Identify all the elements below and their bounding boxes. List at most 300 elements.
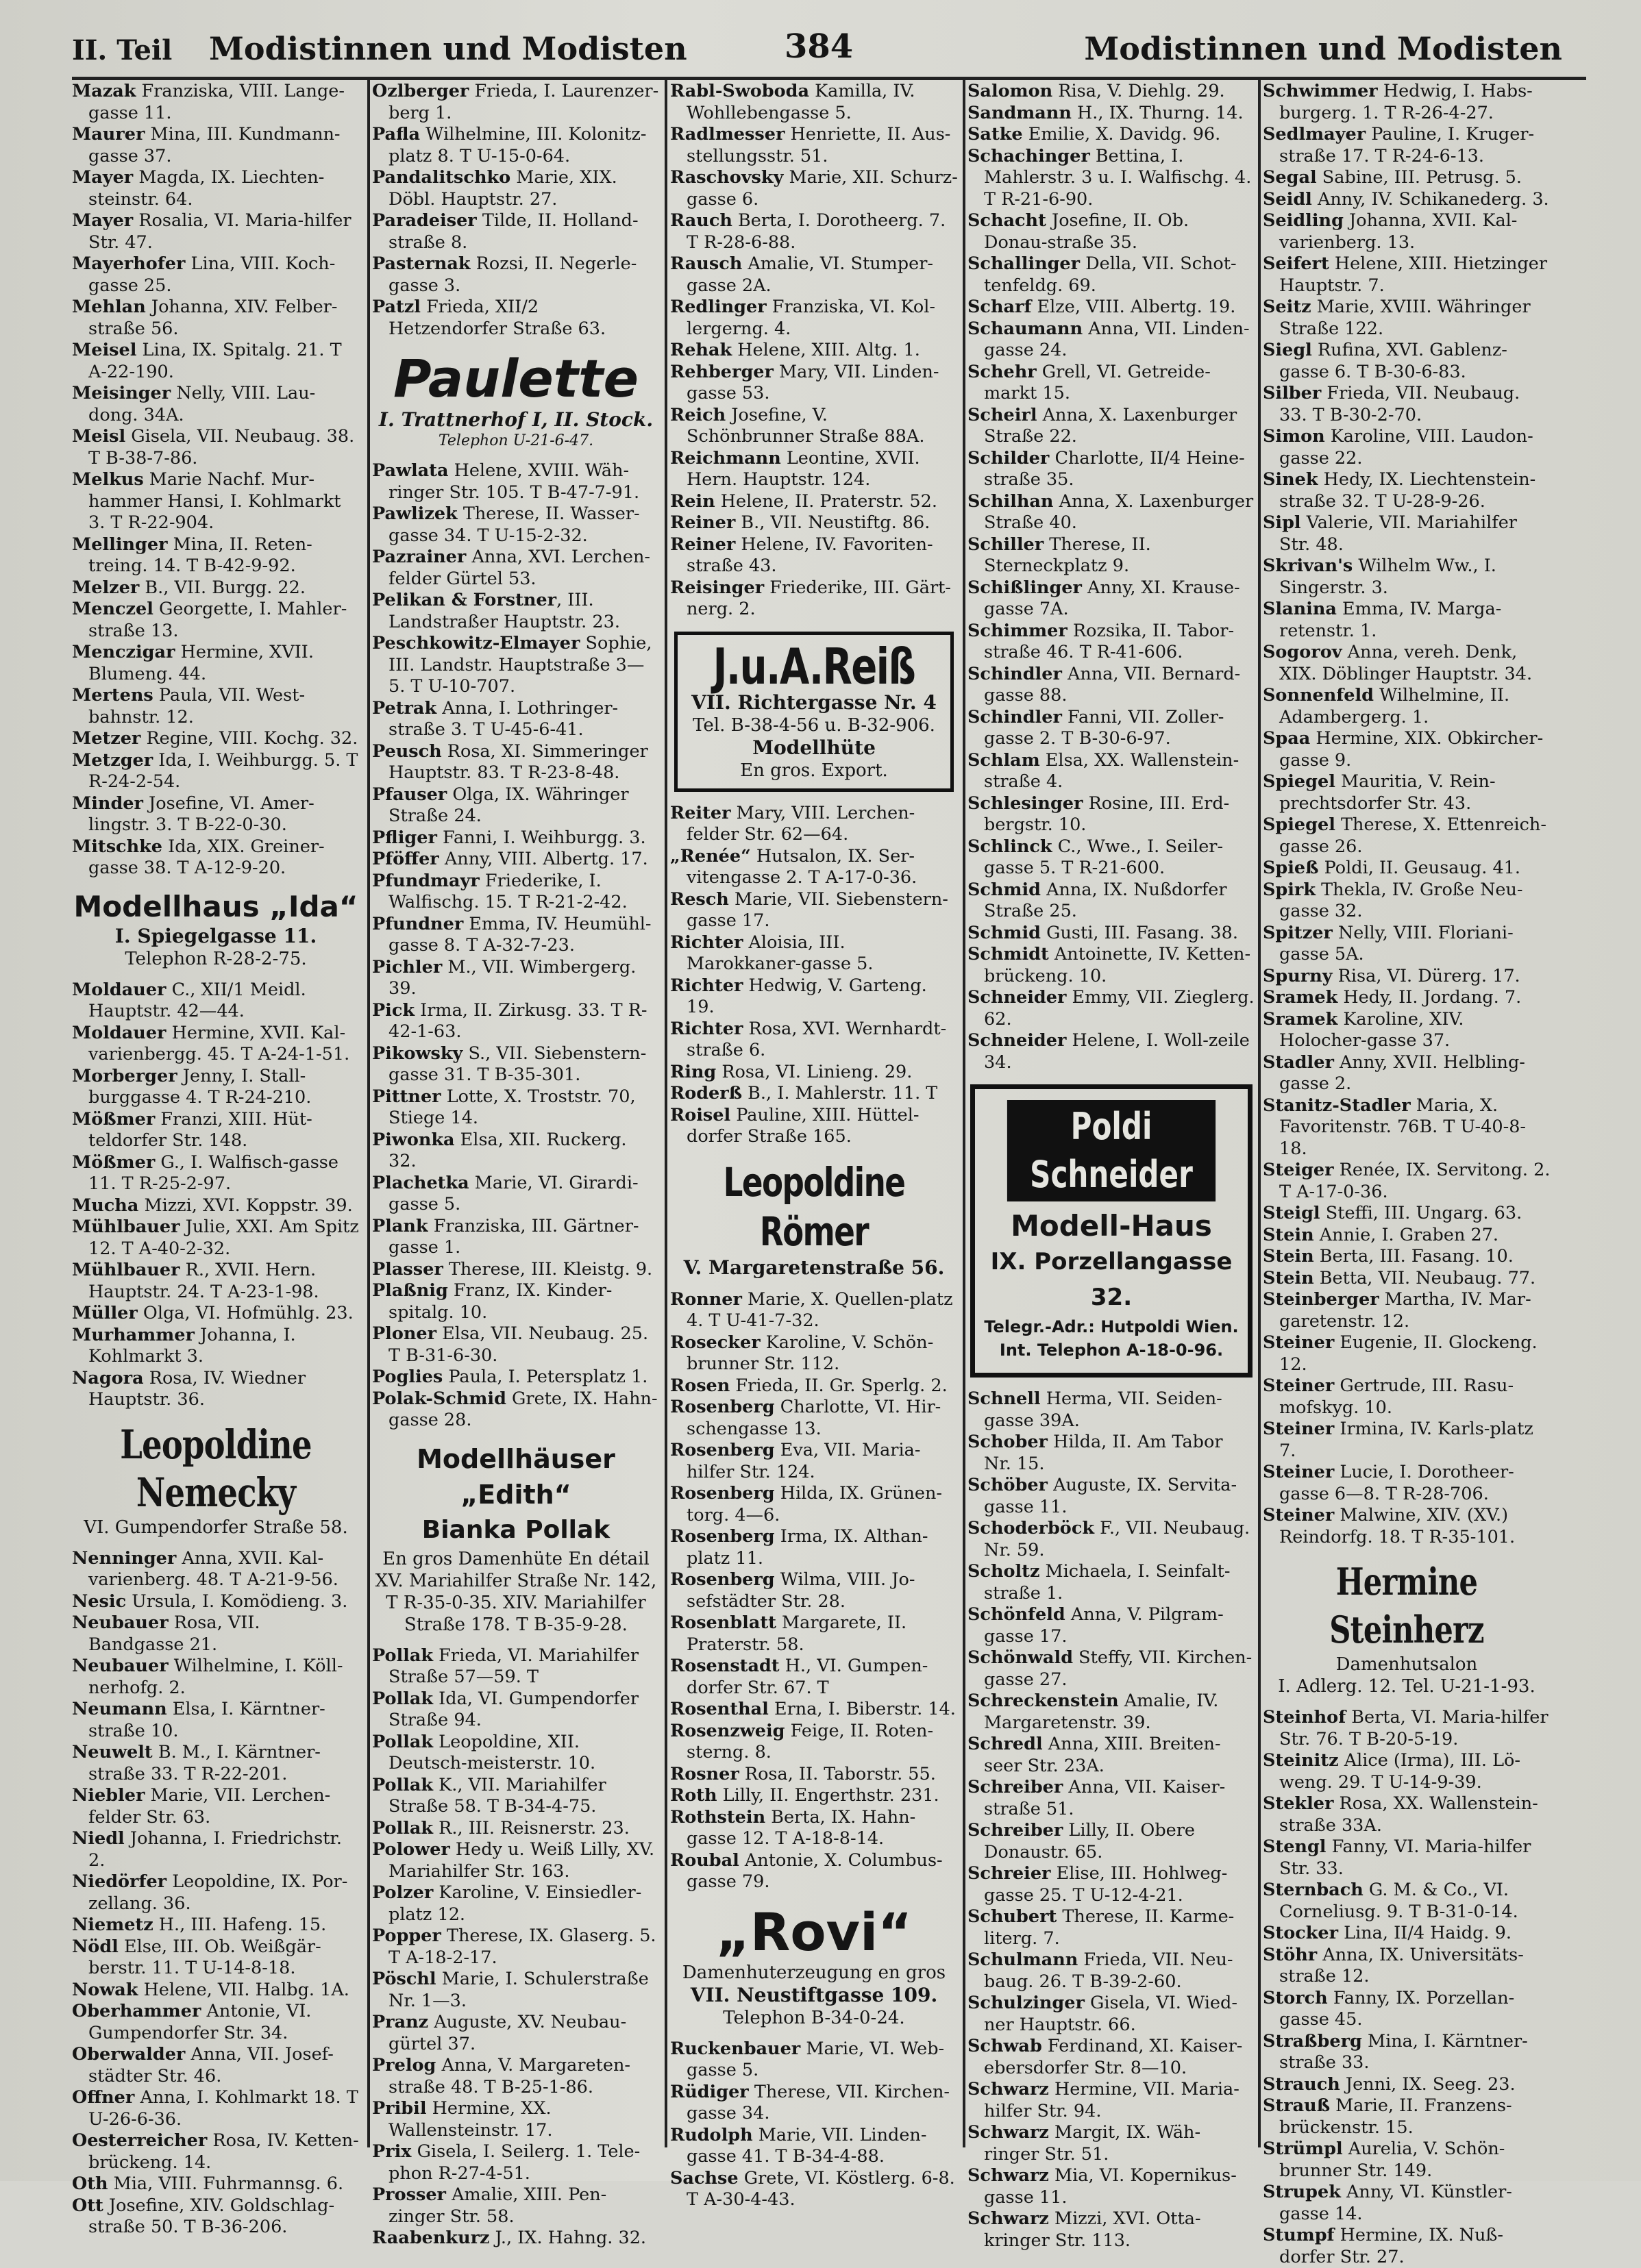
entry-name: Rosenberg bbox=[670, 1483, 775, 1504]
directory-entry bbox=[670, 1332, 958, 1375]
entry-name: Pittner bbox=[372, 1086, 441, 1107]
directory-entry bbox=[967, 836, 1255, 880]
directory-entry bbox=[72, 1656, 360, 1699]
entry-details: Antoinette, IV. Ketten-brückeng. 10. bbox=[984, 944, 1251, 986]
entry-name: Spiegel bbox=[1263, 814, 1335, 835]
entry-details: Berta, I. Dorotheerg. 7. T R-28-6-88. bbox=[687, 210, 946, 253]
entry-details: Johanna, XIV. Felber-straße 56. bbox=[88, 297, 338, 339]
entry-details: Irmina, IV. Karls-platz 7. bbox=[1279, 1419, 1533, 1461]
directory-entry bbox=[670, 889, 958, 932]
entry-details: Mary, VIII. Lerchen-felder Str. 62—64. bbox=[687, 802, 915, 845]
entry-name: Schlesinger bbox=[967, 793, 1083, 814]
entry-details: Emilie, X. Davidg. 96. bbox=[1022, 124, 1221, 145]
directory-entry bbox=[372, 2184, 660, 2228]
directory-entry bbox=[967, 1906, 1255, 1949]
column-4 bbox=[967, 81, 1255, 2252]
directory-entry bbox=[72, 426, 360, 469]
entry-details: Elsa, XII. Ruckerg. 32. bbox=[388, 1129, 627, 1171]
entry-name: Spieß bbox=[1263, 858, 1319, 878]
directory-entry bbox=[967, 750, 1255, 793]
entry-details: Anna, X. Laxenburger Straße 40. bbox=[984, 490, 1254, 533]
entry-details: Hilda, II. Am Tabor Nr. 15. bbox=[984, 1432, 1223, 1474]
entry-name: Schwarz bbox=[967, 2165, 1049, 2186]
entry-name: Moldauer bbox=[72, 979, 166, 1000]
ad-address: V. Margaretenstraße 56. bbox=[683, 1256, 945, 1279]
directory-entry bbox=[72, 1828, 360, 1871]
directory-entry bbox=[967, 1604, 1255, 1647]
entry-name: Steinberger bbox=[1263, 1289, 1379, 1310]
directory-entry bbox=[670, 1785, 958, 1807]
directory-entry bbox=[670, 124, 958, 167]
entry-details: Nelly, VIII. Floriani-gasse 5A. bbox=[1279, 922, 1514, 964]
directory-entry bbox=[372, 1882, 660, 1926]
entry-details: Maria, X. Favoritenstr. 76B. T U-40-8-18. bbox=[1279, 1095, 1527, 1159]
entry-name: Neumann bbox=[72, 1699, 167, 1719]
entry-name: Raschovsky bbox=[670, 167, 784, 188]
entry-details: Hermine, XX. Wallensteinstr. 17. bbox=[388, 2098, 553, 2141]
ad-address: VI. Gumpendorfer Straße 58. bbox=[84, 1517, 348, 1538]
directory-entry bbox=[372, 957, 660, 1000]
directory-entry bbox=[72, 1217, 360, 1260]
entry-name: Steiner bbox=[1263, 1332, 1335, 1353]
directory-entry bbox=[372, 460, 660, 503]
directory-entry bbox=[967, 1647, 1255, 1691]
entry-name: Pazrainer bbox=[372, 547, 467, 567]
entry-details: Anna, VII. Josef-städter Str. 46. bbox=[88, 2044, 334, 2086]
entry-name: Slanina bbox=[1263, 599, 1337, 619]
entry-name: Stadler bbox=[1263, 1051, 1334, 1073]
ad-paulette bbox=[372, 349, 660, 451]
entry-details: Anna, XVI. Lerchen-felder Gürtel 53. bbox=[388, 547, 651, 589]
directory-entry bbox=[670, 534, 958, 577]
entry-name: Stein bbox=[1263, 1224, 1314, 1245]
entry-details: Steffy, VII. Kirchen-gasse 27. bbox=[984, 1647, 1253, 1690]
entry-details: Marie, X. Quellen-platz 4. T U-41-7-32. bbox=[687, 1288, 953, 1331]
directory-entry bbox=[1263, 2074, 1551, 2096]
directory-entry bbox=[372, 698, 660, 741]
entry-name: Schwarz bbox=[967, 2208, 1049, 2229]
entry-name: Nowak bbox=[72, 1979, 138, 2000]
directory-entry bbox=[372, 167, 660, 210]
directory-entry bbox=[1263, 599, 1551, 642]
entry-details: S., VII. Siebenstern-gasse 31. T B-35-301. bbox=[388, 1043, 647, 1085]
entry-name: Seidling bbox=[1263, 210, 1344, 231]
directory-entry bbox=[72, 1591, 360, 1613]
entry-name: Mayer bbox=[72, 210, 134, 231]
entry-name: Moldauer bbox=[72, 1022, 166, 1043]
entry-name: Pasternak bbox=[372, 253, 471, 274]
entry-name: Paradeiser bbox=[372, 210, 477, 231]
entry-details: Amalie, XIII. Pen-zinger Str. 58. bbox=[388, 2184, 607, 2227]
entry-details: R., XVII. Hern. Hauptstr. 24. T A-23-1-98. bbox=[88, 1260, 319, 1302]
entry-details: Rozsika, II. Tabor-straße 46. T R-41-606. bbox=[984, 620, 1235, 662]
entry-details: Paula, I. Petersplatz 1. bbox=[443, 1367, 648, 1387]
entry-name: Nödl bbox=[72, 1936, 119, 1957]
entry-details: Lucie, I. Dorotheer-gasse 6—8. T R-28-706. bbox=[1279, 1462, 1514, 1504]
entry-name: Schulzinger bbox=[967, 1993, 1085, 2013]
entry-name: Schönfeld bbox=[967, 1604, 1065, 1625]
entry-details: Gertrude, III. Rasu-mofskyg. 10. bbox=[1279, 1375, 1514, 1418]
entry-name: Siegl bbox=[1263, 340, 1312, 360]
entry-details: Erna, I. Biberstr. 14. bbox=[768, 1699, 956, 1719]
entry-details: Rosa, XI. Simmeringer Hauptstr. 83. T R-23-8-48. bbox=[388, 740, 648, 783]
entry-details: Helene, XIII. Altg. 1. bbox=[732, 340, 920, 360]
entry-details: Hermine, XVII. Kal-varienbergg. 45. T A-24-1-51. bbox=[88, 1022, 350, 1064]
entry-name: Schiller bbox=[967, 534, 1044, 555]
entry-details: Marie, VI. Girardi-gasse 5. bbox=[388, 1172, 639, 1214]
header-rule bbox=[72, 77, 1586, 80]
directory-entry bbox=[967, 1734, 1255, 1777]
directory-entry bbox=[372, 1688, 660, 1732]
directory-entry bbox=[1263, 1375, 1551, 1419]
entry-details: Rosa, VI. Linieng. 29. bbox=[716, 1061, 913, 1082]
entry-details: Emma, IV. Heumühl-gasse 8. T A-32-7-23. bbox=[388, 913, 652, 956]
entry-details: Hedy u. Weiß Lilly, XV. Mariahilfer Str. 163. bbox=[388, 1839, 655, 1882]
entry-name: Scholtz bbox=[967, 1561, 1040, 1582]
entry-name: Steiner bbox=[1263, 1419, 1335, 1439]
directory-entry bbox=[72, 81, 360, 124]
directory-entry bbox=[72, 124, 360, 167]
directory-entry bbox=[1263, 167, 1551, 189]
directory-entry bbox=[670, 340, 958, 362]
entry-details: Frieda, II. Gr. Sperlg. 2. bbox=[730, 1375, 948, 1396]
directory-entry bbox=[372, 849, 660, 871]
entry-details: Gisela, VI. Wied-ner Hauptstr. 66. bbox=[984, 1993, 1237, 2035]
directory-entry bbox=[670, 297, 958, 340]
entry-details: Margit, IX. Wäh-ringer Str. 51. bbox=[984, 2122, 1201, 2165]
ad-owner: Bianka Pollak bbox=[421, 1515, 610, 1544]
entry-name: Schilder bbox=[967, 447, 1050, 469]
directory-entry bbox=[1263, 1225, 1551, 1247]
entry-details: B., VII. Burgg. 22. bbox=[139, 577, 306, 598]
entry-name: Schreier bbox=[967, 1863, 1051, 1884]
entry-details: Lina, VIII. Koch-gasse 25. bbox=[88, 253, 336, 296]
directory-entry bbox=[670, 1397, 958, 1440]
entry-name: Rosenberg bbox=[670, 1440, 775, 1460]
entry-name: Schißlinger bbox=[967, 577, 1082, 598]
entry-name: Prosser bbox=[372, 2184, 446, 2205]
entry-details: Wilma, VIII. Jo-sefstädter Str. 28. bbox=[687, 1569, 915, 1612]
entry-list bbox=[1263, 81, 1551, 1548]
directory-entry bbox=[967, 2079, 1255, 2122]
entry-details: Paula, VII. West-bahnstr. 12. bbox=[88, 685, 306, 727]
entry-details: Mia, VIII. Fuhrmannsg. 6. bbox=[108, 2173, 344, 2194]
directory-entry bbox=[967, 944, 1255, 987]
column-divider bbox=[367, 79, 370, 2147]
entry-name: Pöschl bbox=[372, 1969, 436, 1989]
entry-name: Plaßnig bbox=[372, 1280, 448, 1301]
directory-entry bbox=[72, 2087, 360, 2130]
entry-name: Metzger bbox=[72, 749, 153, 771]
entry-name: Spurny bbox=[1263, 965, 1333, 986]
entry-name: Pollak bbox=[372, 1731, 434, 1752]
entry-details: Charlotte, II/4 Heine-straße 35. bbox=[984, 447, 1245, 490]
entry-details: Emma, IV. Marga-retenstr. 1. bbox=[1279, 599, 1502, 641]
directory-entry bbox=[1263, 923, 1551, 966]
directory-entry bbox=[1263, 1750, 1551, 1793]
directory-entry bbox=[670, 2082, 958, 2125]
entry-name: Rosenberg bbox=[670, 1569, 775, 1590]
entry-name: Rabl-Swoboda bbox=[670, 81, 809, 101]
directory-entry bbox=[372, 914, 660, 957]
ad-telegram: Telegr.-Adr.: Hutpoldi Wien. bbox=[984, 1317, 1239, 1336]
directory-entry bbox=[72, 685, 360, 728]
entry-details: Therese, III. Kleistg. 9. bbox=[443, 1258, 653, 1280]
entry-details: Anny, VIII. Albertg. 17. bbox=[439, 849, 648, 869]
entry-details: Ida, XIX. Greiner-gasse 38. T A-12-9-20. bbox=[88, 836, 325, 878]
entry-name: Ruckenbauer bbox=[670, 2038, 801, 2059]
entry-name: Spiegel bbox=[1263, 771, 1335, 792]
directory-entry bbox=[967, 1863, 1255, 1906]
entry-details: Mina, III. Kundmann-gasse 37. bbox=[88, 124, 341, 166]
directory-entry bbox=[1263, 556, 1551, 599]
directory-entry bbox=[372, 503, 660, 547]
entry-name: Pribil bbox=[372, 2098, 427, 2119]
directory-entry bbox=[372, 1732, 660, 1775]
entry-name: Mößmer bbox=[72, 1151, 156, 1173]
entry-name: Pichler bbox=[372, 956, 443, 977]
entry-name: Prelog bbox=[372, 2055, 436, 2076]
entry-name: Ozlberger bbox=[372, 81, 469, 101]
entry-name: Strümpl bbox=[1263, 2139, 1343, 2159]
entry-details: Frieda, I. Laurenzer-berg 1. bbox=[388, 81, 659, 123]
directory-entry bbox=[72, 577, 360, 599]
ad-leopoldine-roemer bbox=[670, 1158, 958, 1280]
ad-line: XV. Mariahilfer Straße Nr. 142, T R-35-0-35. XIV. Mariahilfer Straße 178. T B-35-9-28. bbox=[375, 1570, 657, 1635]
entry-details: Fanni, VII. Zoller-gasse 2. T B-30-6-97. bbox=[984, 706, 1224, 749]
entry-details: Marie, VII. Siebenstern-gasse 17. bbox=[687, 888, 948, 931]
entry-name: Steiner bbox=[1263, 1505, 1335, 1525]
directory-entry bbox=[1263, 728, 1551, 771]
entry-name: Schachinger bbox=[967, 145, 1090, 166]
entry-name: Mühlbauer bbox=[72, 1260, 180, 1280]
directory-entry bbox=[72, 836, 360, 880]
entry-name: Rausch bbox=[670, 253, 743, 274]
entry-details: Berta, IX. Hahn-gasse 12. T A-18-8-14. bbox=[687, 1806, 916, 1849]
entry-details: Feige, II. Roten-sterng. 8. bbox=[687, 1720, 934, 1762]
entry-name: Niebler bbox=[72, 1785, 145, 1806]
entry-details: Franziska, III. Gärtner-gasse 1. bbox=[388, 1215, 639, 1258]
column-divider bbox=[665, 79, 667, 2147]
directory-entry bbox=[372, 1130, 660, 1173]
directory-entry bbox=[1263, 253, 1551, 297]
directory-entry bbox=[72, 750, 360, 793]
directory-entry bbox=[670, 1569, 958, 1612]
entry-details: Anna, VII. Linden-gasse 24. bbox=[984, 318, 1250, 360]
entry-details: Georgette, I. Mahler-straße 13. bbox=[88, 599, 347, 641]
directory-entry bbox=[967, 987, 1255, 1030]
entry-name: Mößmer bbox=[72, 1108, 156, 1130]
directory-entry bbox=[967, 1432, 1255, 1475]
directory-entry bbox=[372, 741, 660, 784]
entry-details: Berta, VI. Maria-hilfer Str. 76. T B-20-5-19. bbox=[1279, 1707, 1549, 1749]
entry-details: Anny, XVII. Helbling-gasse 2. bbox=[1279, 1051, 1525, 1094]
entry-details: Hilda, IX. Grünen-torg. 4—6. bbox=[687, 1483, 943, 1525]
directory-entry bbox=[72, 210, 360, 253]
entry-details: Helene, XVIII. Wäh-ringer Str. 105. T B-47-7-91. bbox=[388, 460, 640, 503]
running-header bbox=[72, 27, 1562, 75]
entry-details: Sabine, III. Petrusg. 5. bbox=[1316, 167, 1522, 188]
entry-details: Pauline, I. Kruger-straße 17. T R-24-6-13. bbox=[1279, 124, 1535, 166]
directory-entry bbox=[1263, 124, 1551, 167]
directory-entry bbox=[372, 1818, 660, 1840]
directory-entry bbox=[967, 103, 1255, 125]
entry-name: Schehr bbox=[967, 361, 1037, 382]
left-section-title: Modistinnen und Modisten bbox=[209, 30, 687, 67]
entry-name: Reiter bbox=[670, 802, 731, 823]
entry-details: Anna, vereh. Denk, XIX. Döblinger Hauptstr. 34. bbox=[1279, 642, 1533, 684]
entry-details: Julie, XXI. Am Spitz 12. T A-40-2-32. bbox=[88, 1217, 359, 1259]
entry-name: Rosenthal bbox=[670, 1699, 769, 1719]
entry-details: Anna, I. Lothringer-straße 3. T U-45-6-41. bbox=[388, 697, 619, 740]
directory-entry bbox=[670, 1699, 958, 1721]
entry-name: Schreiber bbox=[967, 1820, 1063, 1841]
directory-entry bbox=[1263, 987, 1551, 1009]
entry-name: Spaa bbox=[1263, 728, 1311, 749]
entry-name: Schlinck bbox=[967, 836, 1052, 857]
entry-details: Fanny, IX. Porzellan-gasse 45. bbox=[1279, 1987, 1515, 2030]
directory-entry bbox=[670, 1612, 958, 1656]
entry-details: K., VII. Mariahilfer Straße 58. T B-34-4-75. bbox=[388, 1774, 606, 1817]
entry-name: Ring bbox=[670, 1061, 717, 1082]
entry-name: Stanitz-Stadler bbox=[1263, 1095, 1411, 1116]
entry-name: Pick bbox=[372, 999, 415, 1021]
entry-name: Schwab bbox=[967, 2036, 1042, 2056]
entry-name: Richter bbox=[670, 1018, 743, 1039]
entry-list bbox=[670, 803, 958, 1148]
directory-entry bbox=[372, 1926, 660, 1969]
entry-details: Helene, I. Woll-zeile 34. bbox=[984, 1030, 1250, 1073]
ad-title: „Rovi“ bbox=[715, 1901, 913, 1962]
entry-name: Pfundmayr bbox=[372, 870, 480, 891]
directory-entry bbox=[967, 923, 1255, 945]
directory-entry bbox=[967, 1949, 1255, 1993]
entry-details: Eugenie, II. Glockeng. 12. bbox=[1279, 1332, 1538, 1375]
entry-name: Steiger bbox=[1263, 1160, 1334, 1180]
entry-details: C., Wwe., I. Seiler-gasse 5. T R-21-600. bbox=[984, 836, 1224, 878]
entry-name: Oesterreicher bbox=[72, 2130, 208, 2151]
entry-details: Marie, XII. Schurz-gasse 6. bbox=[687, 167, 958, 210]
entry-details: Bettina, I. Mahlerstr. 3 u. I. Walfischg. 4. T R-21-6-90. bbox=[984, 145, 1252, 210]
entry-details: Gusti, III. Fasang. 38. bbox=[1040, 922, 1238, 943]
entry-name: Rein bbox=[670, 490, 715, 512]
ad-leopoldine-nemecky bbox=[72, 1421, 360, 1538]
ad-title: Poldi Schneider bbox=[1007, 1100, 1216, 1201]
entry-name: Menczel bbox=[72, 599, 153, 619]
entry-name: Stein bbox=[1263, 1267, 1314, 1288]
entry-list bbox=[967, 81, 1255, 1073]
directory-entry bbox=[72, 728, 360, 750]
directory-entry bbox=[670, 210, 958, 253]
entry-name: Meisinger bbox=[72, 383, 171, 403]
entry-name: Maurer bbox=[72, 124, 145, 145]
column-1 bbox=[72, 81, 360, 2239]
entry-details: Friederike, I. Walfischg. 15. T R-21-2-42. bbox=[388, 870, 628, 912]
entry-name: Rosenzweig bbox=[670, 1720, 785, 1741]
entry-name: Mucha bbox=[72, 1195, 139, 1216]
directory-entry bbox=[967, 1030, 1255, 1073]
entry-details: Hedwig, I. Habs-burgerg. 1. T R-26-4-27. bbox=[1279, 81, 1533, 123]
entry-details: Michaela, I. Seinfalt-straße 1. bbox=[984, 1561, 1231, 1604]
entry-name: Schönwald bbox=[967, 1647, 1074, 1668]
entry-details: Hedy, IX. Liechtenstein-straße 32. T U-28-9-26. bbox=[1279, 469, 1536, 512]
directory-entry bbox=[372, 784, 660, 827]
entry-details: Leopoldine, IX. Por-zellang. 36. bbox=[88, 1871, 348, 1914]
directory-entry bbox=[670, 1019, 958, 1062]
entry-details: Anna, IX. Universitäts-straße 12. bbox=[1279, 1944, 1524, 1986]
ad-title: Modellhäuser „Edith“ bbox=[417, 1443, 615, 1510]
directory-entry bbox=[670, 1850, 958, 1893]
directory-entry bbox=[1263, 1332, 1551, 1375]
entry-name: Pawlata bbox=[372, 460, 449, 481]
directory-entry bbox=[372, 1775, 660, 1818]
directory-entry bbox=[72, 2001, 360, 2044]
directory-entry bbox=[670, 1807, 958, 1850]
entry-name: Sipl bbox=[1263, 512, 1301, 533]
entry-name: Stöhr bbox=[1263, 1944, 1318, 1965]
entry-details: Antonie, VI. Gumpendorfer Str. 34. bbox=[88, 2001, 312, 2043]
entry-name: Pollak bbox=[372, 1817, 434, 1839]
entry-name: Mühlbauer bbox=[72, 1217, 180, 1237]
directory-entry bbox=[1263, 426, 1551, 469]
directory-entry bbox=[670, 975, 958, 1019]
entry-name: Storch bbox=[1263, 1987, 1328, 2008]
directory-entry bbox=[967, 707, 1255, 750]
directory-entry bbox=[72, 2173, 360, 2195]
directory-entry bbox=[72, 2195, 360, 2239]
entry-details: Rufina, XVI. Gablenz-gasse 6. T B-30-6-83. bbox=[1279, 340, 1507, 382]
directory-entry bbox=[1263, 1009, 1551, 1052]
column-divider bbox=[963, 79, 965, 2147]
entry-details: Kamilla, IV. Wohllebengasse 5. bbox=[687, 81, 915, 123]
entry-details: Grete, IX. Hahn-gasse 28. bbox=[388, 1388, 658, 1430]
entry-name: Pawlizek bbox=[372, 503, 458, 524]
directory-entry bbox=[670, 1526, 958, 1569]
directory-entry bbox=[372, 2055, 660, 2098]
entry-details: Charlotte, VI. Hir-schengasse 13. bbox=[687, 1397, 941, 1439]
entry-details: R., III. Reisnerstr. 23. bbox=[433, 1817, 630, 1839]
entry-details: Else, III. Ob. Weißgär-berstr. 11. T U-14-8-18. bbox=[88, 1936, 321, 1978]
ad-address: I. Spiegelgasse 11. bbox=[114, 924, 317, 947]
directory-entry bbox=[1263, 210, 1551, 253]
directory-entry bbox=[72, 1612, 360, 1656]
entry-name: Strupek bbox=[1263, 2182, 1341, 2202]
directory-entry bbox=[72, 1023, 360, 1066]
entry-details: Johanna, I. Kohlmarkt 3. bbox=[88, 1324, 296, 1367]
directory-entry bbox=[670, 1440, 958, 1483]
entry-details: Rosa, IV. Wiedner Hauptstr. 36. bbox=[88, 1367, 306, 1410]
entry-name: Polzer bbox=[372, 1882, 434, 1903]
directory-entry bbox=[670, 577, 958, 621]
directory-entry bbox=[967, 81, 1255, 103]
entry-details: C., XII/1 Meidl. Hauptstr. 42—44. bbox=[88, 979, 306, 1021]
entry-name: „Renée“ bbox=[670, 845, 751, 867]
entry-details: Olga, IX. Währinger Straße 24. bbox=[388, 784, 629, 826]
entry-details: Anna, X. Laxenburger Straße 22. bbox=[984, 404, 1237, 447]
entry-details: G., I. Walfisch-gasse 11. T R-25-2-97. bbox=[88, 1151, 338, 1194]
entry-details: Aloisia, III. Marokkaner-gasse 5. bbox=[687, 932, 874, 974]
directory-entry bbox=[1263, 297, 1551, 340]
entry-details: Mina, I. Kärntner-straße 33. bbox=[1279, 2030, 1528, 2073]
entry-details: Anna, XVII. Kal-varienberg. 48. T A-21-9-56. bbox=[88, 1547, 338, 1590]
entry-details: Frieda, XII/2 Hetzendorfer Straße 63. bbox=[388, 297, 606, 339]
entry-details: Auguste, XV. Neubau-gürtel 37. bbox=[388, 2012, 627, 2054]
right-section-title: Modistinnen und Modisten bbox=[1084, 30, 1562, 67]
directory-entry bbox=[72, 1699, 360, 1742]
entry-name: Mellinger bbox=[72, 534, 168, 555]
directory-entry bbox=[72, 1915, 360, 1936]
entry-details: Fanni, I. Weihburgg. 3. bbox=[436, 827, 646, 848]
